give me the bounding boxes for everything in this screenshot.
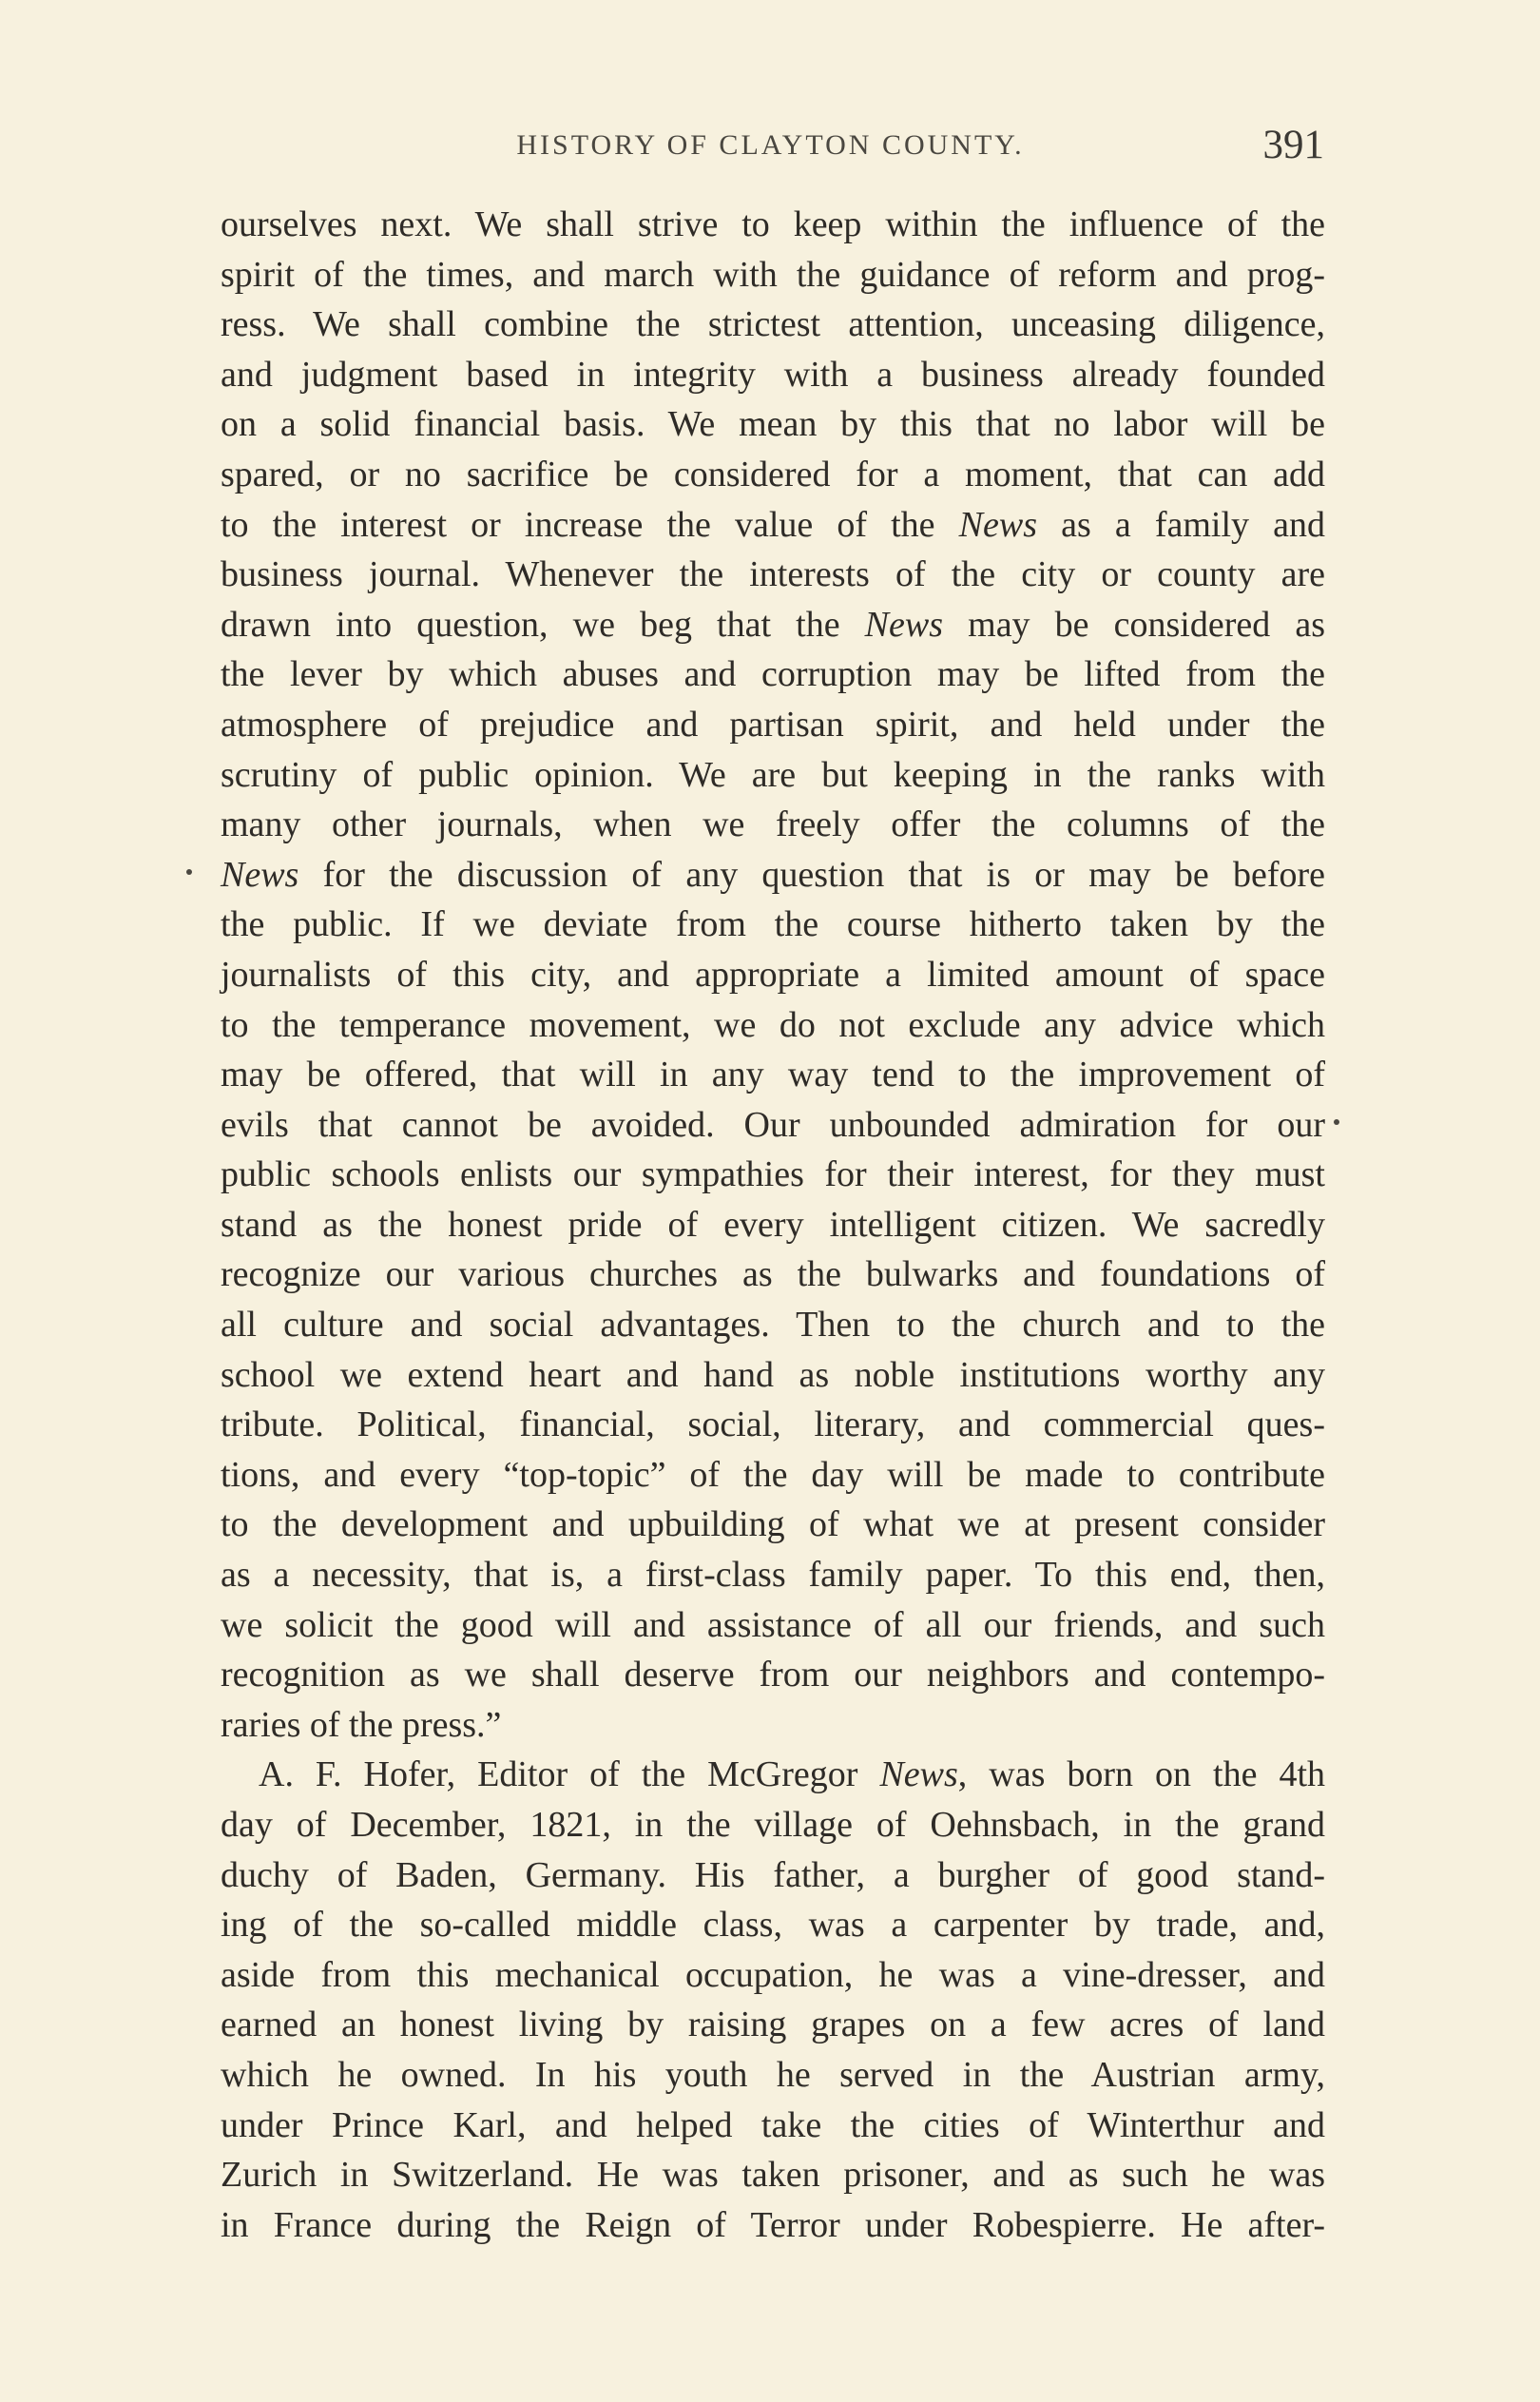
text-line: the public. If we deviate from the course hitherto taken by the: [221, 904, 1325, 945]
text-line: to the development and upbuilding of what we at present consider: [221, 1504, 1325, 1545]
text-segment: , was born on the 4th: [957, 1754, 1326, 1795]
page-number: 391: [1262, 123, 1324, 167]
margin-mark: [186, 869, 192, 875]
text-line: tribute. Political, financial, social, literary, and commercial ques-: [221, 1404, 1325, 1445]
text-line: business journal. Whenever the interests of the city or county are: [221, 554, 1325, 595]
text-line: stand as the honest pride of every intelligent citizen. We sacredly: [221, 1204, 1325, 1245]
text-segment: A. F. Hofer, Editor of the McGregor: [259, 1754, 880, 1795]
newspaper-name-italic: News: [864, 604, 944, 645]
text-line: [221, 1750, 1325, 1800]
newspaper-name-italic: News: [879, 1754, 958, 1795]
text-line: duchy of Baden, Germany. His father, a burgher of good stand-: [221, 1854, 1325, 1895]
text-line: and judgment based in integrity with a business already founded: [221, 354, 1325, 395]
text-line: tions, and every “top-topic” of the day will be made to contribute: [221, 1454, 1325, 1495]
text-line: [221, 500, 1325, 551]
running-head: [217, 122, 1324, 179]
text-line: [221, 600, 1325, 650]
text-segment: may be considered as: [943, 604, 1325, 645]
text-line: as a necessity, that is, a first-class family paper. To this end, then,: [221, 1555, 1325, 1596]
text-line: ourselves next. We shall strive to keep within the influence of the: [221, 204, 1325, 244]
text-line: all culture and social advantages. Then to the church and to the: [221, 1305, 1325, 1346]
text-line: Zurich in Switzerland. He was taken prisoner, and as such he was: [221, 2155, 1325, 2196]
text-line: may be offered, that will in any way tend to the improvement of: [221, 1055, 1325, 1095]
text-line: evils that cannot be avoided. Our unbounded admiration for our: [221, 1104, 1325, 1145]
text-line: to the temperance movement, we do not exclude any advice which: [221, 1004, 1325, 1045]
body-text: [221, 200, 1325, 2250]
text-line: school we extend heart and hand as noble institutions worthy any: [221, 1354, 1325, 1395]
text-line: scrutiny of public opinion. We are but keeping in the ranks with: [221, 754, 1325, 795]
text-line: spared, or no sacrifice be considered for a moment, that can add: [221, 454, 1325, 494]
text-line: public schools enlists our sympathies for their interest, for they must: [221, 1154, 1325, 1195]
running-title: HISTORY OF CLAYTON COUNTY.: [516, 129, 1025, 161]
text-line: spirit of the times, and march with the guidance of reform and prog-: [221, 254, 1325, 295]
text-segment: as a family and: [1037, 504, 1325, 545]
text-line: raries of the press.”: [221, 1704, 502, 1745]
text-line: journalists of this city, and appropriate a limited amount of space: [221, 954, 1325, 995]
newspaper-name-italic: News: [221, 854, 299, 895]
text-line: earned an honest living by raising grapes on a few acres of land: [221, 2005, 1325, 2045]
text-segment: drawn into question, we beg that the: [221, 604, 865, 645]
text-line: under Prince Karl, and helped take the cities of Winterthur and: [221, 2104, 1325, 2145]
text-line: the lever by which abuses and corruption may be lifted from the: [221, 654, 1325, 695]
text-line: atmosphere of prejudice and partisan spirit, and held under the: [221, 704, 1325, 745]
text-line: we solicit the good will and assistance of all our friends, and such: [221, 1604, 1325, 1645]
text-line: which he owned. In his youth he served in the Austrian army,: [221, 2054, 1325, 2095]
text-line: ress. We shall combine the strictest attention, unceasing diligence,: [221, 304, 1325, 345]
text-line: aside from this mechanical occupation, he was a vine-dresser, and: [221, 1954, 1325, 1995]
newspaper-name-italic: News: [958, 504, 1037, 545]
text-segment: for the discussion of any question that is or may be before: [298, 854, 1325, 895]
text-segment: to the interest or increase the value of the: [221, 504, 959, 545]
margin-mark: [1334, 1119, 1339, 1125]
text-line: recognize our various churches as the bulwarks and foundations of: [221, 1254, 1325, 1295]
text-line: day of December, 1821, in the village of Oehnsbach, in the grand: [221, 1805, 1325, 1845]
text-line: ing of the so-called middle class, was a carpenter by trade, and,: [221, 1905, 1325, 1946]
text-line: [221, 850, 1325, 901]
text-line: recognition as we shall deserve from our neighbors and contempo-: [221, 1655, 1325, 1695]
text-line: on a solid financial basis. We mean by this that no labor will be: [221, 404, 1325, 445]
text-line: many other journals, when we freely offer the columns of the: [221, 804, 1325, 845]
text-line: in France during the Reign of Terror under Robespierre. He after-: [221, 2204, 1325, 2245]
